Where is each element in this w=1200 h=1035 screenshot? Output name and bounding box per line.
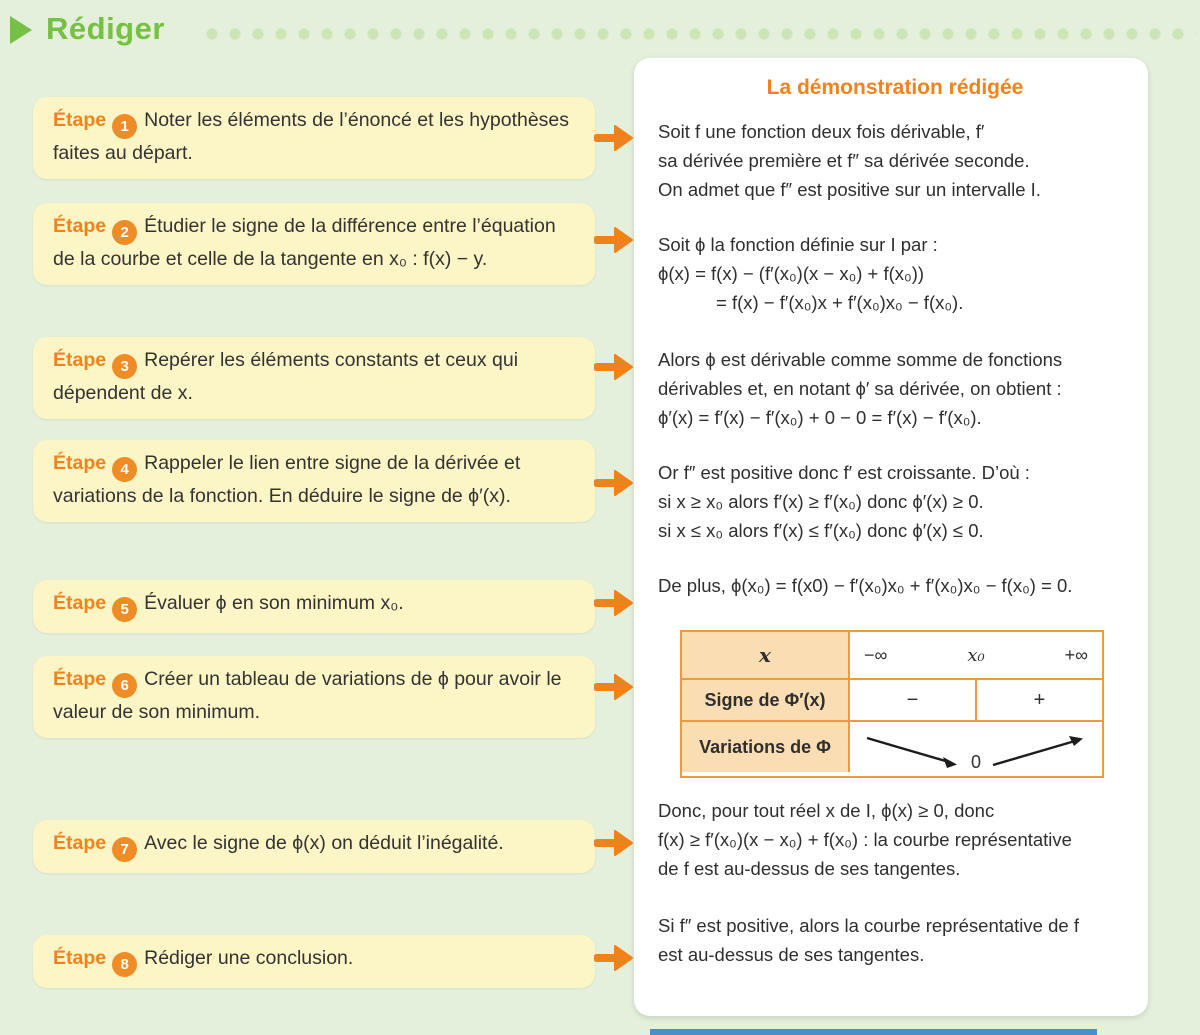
step-text: Avec le signe de ϕ(x) on déduit l’inégalité. xyxy=(144,832,504,854)
proof-line: si x ≥ x₀ alors f′(x) ≥ f′(x₀) donc ϕ′(x) ≥ 0. xyxy=(658,491,984,512)
step-number-badge: 4 xyxy=(112,457,137,482)
increasing-arrow-icon xyxy=(987,732,1091,772)
table-header-x: x xyxy=(682,632,850,678)
variation-table xyxy=(680,630,1104,778)
sign-negative-cell: − xyxy=(906,688,919,711)
proof-paragraph-6 xyxy=(658,796,1132,883)
step-text: Rappeler le lien entre signe de la dérivée et variations de la fonction. En déduire le signe de ϕ′(x). xyxy=(53,452,521,507)
x-value-x0: x₀ xyxy=(967,644,985,666)
step-box-7 xyxy=(33,820,595,873)
proof-line: Si f″ est positive, alors la courbe représentative de f xyxy=(658,915,1079,936)
table-x-values xyxy=(850,632,1102,678)
right-arrow-icon xyxy=(594,943,634,973)
step-text: Créer un tableau de variations de ϕ pour avoir le valeur de son minimum. xyxy=(53,668,562,723)
x-value-plus-infinity: +∞ xyxy=(1064,644,1088,665)
step-label: Étape xyxy=(53,215,107,237)
proof-line: est au-dessus de ses tangentes. xyxy=(658,944,925,965)
proof-line: Soit ϕ la fonction définie sur I par : xyxy=(658,234,938,255)
right-arrow-icon xyxy=(594,672,634,702)
variations-row-label: Variations de Φ xyxy=(682,722,850,772)
step-label: Étape xyxy=(53,832,107,854)
proof-line: ϕ(x) = f(x) − (f′(x₀)(x − x₀) + f(x₀)) xyxy=(658,263,925,284)
proof-line: On admet que f″ est positive sur un intervalle I. xyxy=(658,179,1041,200)
right-arrow-icon xyxy=(594,352,634,382)
table-row-sign xyxy=(682,678,1102,720)
step-number-badge: 7 xyxy=(112,837,137,862)
variations-cell xyxy=(850,722,1102,776)
proof-line: sa dérivée première et f″ sa dérivée seconde. xyxy=(658,150,1030,171)
step-box-8 xyxy=(33,935,595,988)
step-number-badge: 1 xyxy=(112,114,137,139)
sign-positive-cell: + xyxy=(975,680,1102,720)
proof-paragraph-3 xyxy=(658,345,1132,432)
step-label: Étape xyxy=(53,668,107,690)
step-label: Étape xyxy=(53,349,107,371)
step-text: Étudier le signe de la différence entre l’équation de la courbe et celle de la tangente en x₀ : f(x) − y. xyxy=(53,215,556,270)
right-arrow-icon xyxy=(594,123,634,153)
proof-line: Donc, pour tout réel x de I, ϕ(x) ≥ 0, donc xyxy=(658,800,995,821)
proof-line: f(x) ≥ f′(x₀)(x − x₀) + f(x₀) : la courbe représentative xyxy=(658,829,1072,850)
proof-line: si x ≤ x₀ alors f′(x) ≤ f′(x₀) donc ϕ′(x) ≤ 0. xyxy=(658,520,984,541)
dotted-divider xyxy=(206,27,1196,41)
next-section-strip xyxy=(650,1029,1097,1035)
proof-paragraph-1 xyxy=(658,117,1132,204)
proof-line: De plus, ϕ(x₀) = f(x0) − f′(x₀)x₀ + f′(x₀)x₀ − f(x₀) = 0. xyxy=(658,575,1073,596)
sign-row-label: Signe de Φ′(x) xyxy=(682,680,850,720)
x-value-minus-infinity: −∞ xyxy=(864,644,888,665)
step-number-badge: 6 xyxy=(112,673,137,698)
table-row-x xyxy=(682,632,1102,678)
proof-line: de f est au-dessus de ses tangentes. xyxy=(658,858,961,879)
step-label: Étape xyxy=(53,592,107,614)
decreasing-arrow-icon xyxy=(861,732,965,772)
step-number-badge: 8 xyxy=(112,952,137,977)
right-arrow-icon xyxy=(594,828,634,858)
proof-paragraph-2 xyxy=(658,230,1132,317)
step-label: Étape xyxy=(53,109,107,131)
proof-line: ϕ′(x) = f′(x) − f′(x₀) + 0 − 0 = f′(x) − f′(x₀). xyxy=(658,407,982,428)
step-number-badge: 3 xyxy=(112,354,137,379)
step-box-3 xyxy=(33,337,595,419)
proof-paragraph-5 xyxy=(658,571,1132,600)
step-text: Rédiger une conclusion. xyxy=(144,947,354,969)
step-box-4 xyxy=(33,440,595,522)
proof-paragraph-7 xyxy=(658,911,1132,969)
step-box-2 xyxy=(33,203,595,285)
step-number-badge: 5 xyxy=(112,597,137,622)
step-label: Étape xyxy=(53,947,107,969)
step-box-1 xyxy=(33,97,595,179)
proof-line: Soit f une fonction deux fois dérivable, f′ xyxy=(658,121,985,142)
triangle-icon xyxy=(10,16,32,44)
section-header xyxy=(0,6,1200,54)
step-box-5 xyxy=(33,580,595,633)
table-row-variations xyxy=(682,720,1102,776)
page-title: Rédiger xyxy=(46,11,165,46)
step-number-badge: 2 xyxy=(112,220,137,245)
proof-line: = f(x) − f′(x₀)x + f′(x₀)x₀ − f(x₀). xyxy=(716,292,964,313)
step-text: Évaluer ϕ en son minimum x₀. xyxy=(144,592,404,614)
proof-title: La démonstration rédigée xyxy=(766,76,1024,99)
proof-panel xyxy=(634,58,1148,1016)
minimum-value: 0 xyxy=(970,752,981,772)
right-arrow-icon xyxy=(594,468,634,498)
step-text: Repérer les éléments constants et ceux qui dépendent de x. xyxy=(53,349,519,404)
proof-line: Alors ϕ est dérivable comme somme de fonctions xyxy=(658,349,1063,370)
proof-line: dérivables et, en notant ϕ′ sa dérivée, on obtient : xyxy=(658,378,1062,399)
step-label: Étape xyxy=(53,452,107,474)
right-arrow-icon xyxy=(594,225,634,255)
step-box-6 xyxy=(33,656,595,738)
right-arrow-icon xyxy=(594,588,634,618)
step-text: Noter les éléments de l’énoncé et les hypothèses faites au départ. xyxy=(53,109,570,164)
proof-line: Or f″ est positive donc f′ est croissante. D’où : xyxy=(658,462,1030,483)
proof-paragraph-4 xyxy=(658,458,1132,545)
